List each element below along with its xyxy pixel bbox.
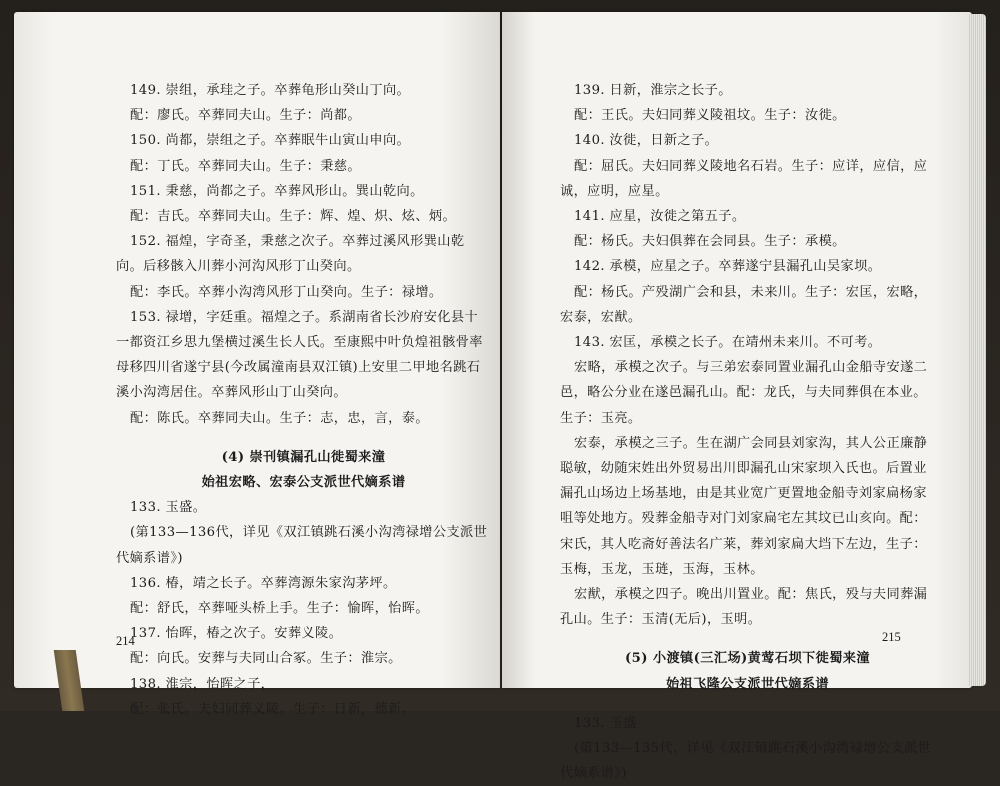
entry-139-spouse: 配：王氏。夫妇同葬义陵祖坟。生子：汝徙。 — [574, 108, 846, 124]
section-title-4: (4) 崇刊镇漏孔山徙蜀来潼 — [221, 449, 386, 465]
page-number-left: 214 — [116, 634, 135, 648]
entry-133-right-note: (第133—135代，详见《双江镇跳石溪小沟湾禄增公支派世代嫡系谱》) — [560, 741, 932, 782]
entry-139: 139. 日新，淮宗之长子。 — [574, 83, 732, 98]
section-title-5: (5) 小渡镇(三汇场)黄莺石坝下徙蜀来潼 — [625, 651, 870, 667]
entry-150-spouse: 配：丁氏。卒葬同夫山。生子：秉慈。 — [130, 158, 361, 174]
entry-142: 142. 承模，应星之子。卒葬遂宁县漏孔山吴家坝。 — [574, 259, 882, 275]
page-number-right: 215 — [882, 630, 901, 644]
entry-141: 141. 应星，汝徙之第五子。 — [574, 209, 746, 225]
left-page — [14, 12, 500, 717]
entry-137: 137. 怡晖，椿之次子。安葬义陵。 — [130, 626, 343, 642]
entry-150: 150. 尚都，崇组之子。卒葬眠牛山寅山申向。 — [130, 133, 411, 149]
left-page-text — [116, 78, 491, 722]
entry-hongyou: 宏猷，承模之四子。晚出川置业。配：焦氏，殁与夫同葬漏孔山。生子：玉清(无后)，玉明。 — [560, 587, 928, 628]
entry-152: 152. 福煌，字奇圣，秉慈之次子。卒葬过溪风形巽山乾向。后移骸入川葬小河沟风形丁山癸向。 — [116, 234, 465, 275]
entry-151-spouse: 配：吉氏。卒葬同夫山。生子：辉、煌、炽、炫、炳。 — [130, 209, 457, 225]
entry-140-spouse: 配：屈氏。夫妇同葬义陵地名石岩。生子：应详，应信，应诚，应明，应星。 — [560, 158, 928, 199]
section-subtitle-4: 始祖宏略、宏泰公支派世代嫡系谱 — [201, 475, 406, 491]
entry-143: 143. 宏匡，承模之长子。在靖州未来川。不可考。 — [574, 335, 882, 351]
entry-133-right: 133. 玉盛 — [574, 715, 637, 731]
right-page — [502, 12, 972, 782]
entry-141-spouse: 配：杨氏。夫妇俱葬在会同县。生子：承模。 — [574, 234, 846, 250]
entry-133: 133. 玉盛。 — [130, 500, 207, 516]
entry-153: 153. 禄增，字廷重。福煌之子。系湖南省长沙府安化县十一都资江乡思九堡横过溪生长人氏。至康熙中叶负煌祖骸骨率母移四川省遂宁县(今改属潼南县双江镇)上安里二甲地名跳石溪小沟湾居住。卒葬风形山丁山癸向。 — [116, 309, 483, 401]
entry-138-spouse: 配：张氏。夫妇同葬义陵。生子：日新，德新。 — [130, 701, 416, 717]
entry-149: 149. 崇组，承珪之子。卒葬龟形山癸山丁向。 — [130, 83, 411, 98]
entry-133-note: (第133—136代，详见《双江镇跳石溪小沟湾禄增公支派世代嫡系谱》) — [116, 525, 488, 566]
entry-hongtai: 宏泰，承模之三子。生在湖广会同县刘家沟，其人公正廉静聪敏，幼随宋姓出外贸易出川即漏孔山宋家坝入氏也。后置业漏孔山场边上场基地，由是其业宽广更置地金船寺刘家扁杨家咀等处地方。殁葬金船寺对门刘家扁宅左其坟已山亥向。配：宋氏，其人吃斋好善法名广莱，葬刘家扁大垱下左边，生子：玉梅，玉龙，玉琏，玉海，玉林。 — [560, 435, 928, 577]
entry-152-spouse: 配：李氏。卒葬小沟湾风形丁山癸向。生子：禄增。 — [130, 284, 443, 300]
entry-137-spouse: 配：向氏。安葬与夫同山合冢。生子：淮宗。 — [130, 651, 402, 667]
entry-140: 140. 汝徙，日新之子。 — [574, 133, 719, 149]
entry-153-spouse: 配：陈氏。卒葬同夫山。生子：志，忠，言，泰。 — [130, 410, 429, 426]
section-subtitle-5: 始祖飞隆公支派世代嫡系谱 — [665, 676, 830, 692]
entry-136-spouse: 配：舒氏，卒葬哑头桥上手。生子：愉晖，怡晖。 — [130, 601, 429, 617]
entry-151: 151. 秉慈，尚都之子。卒葬风形山。巽山乾向。 — [130, 183, 424, 199]
right-page-text — [560, 78, 935, 786]
entry-136: 136. 椿，靖之长子。卒葬湾源朱家沟茅坪。 — [130, 575, 397, 591]
page-edges — [968, 14, 986, 686]
entry-138: 138. 淮宗，怡晖之子， — [130, 676, 275, 692]
entry-142-spouse: 配：杨氏。产殁湖广会和县，未来川。生子：宏匡，宏略，宏泰，宏猷。 — [560, 284, 928, 325]
entry-hongluе: 宏略，承模之次子。与三弟宏泰同置业漏孔山金船寺安遂二邑，略公分业在遂邑漏孔山。配：龙氏，与夫同葬俱在本业。生子：玉亮。 — [560, 360, 928, 426]
entry-149-spouse: 配：廖氏。卒葬同夫山。生子：尚都。 — [130, 108, 361, 124]
